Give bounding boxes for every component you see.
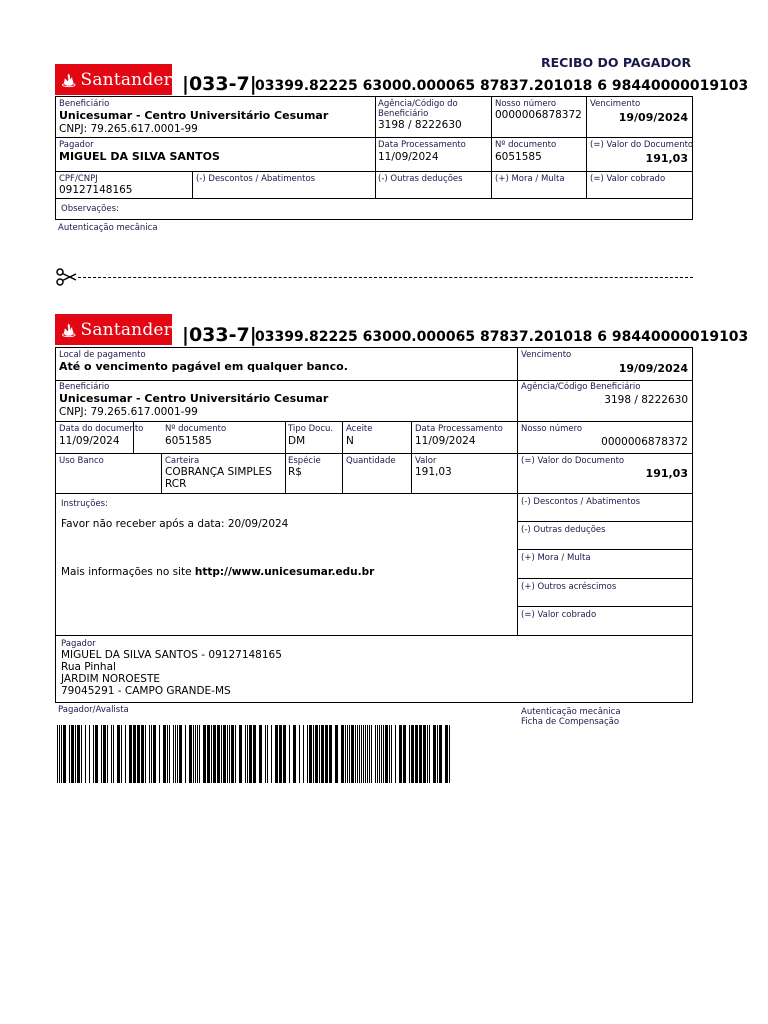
num-documento-value: 6051585 xyxy=(495,151,542,163)
barcode-bar xyxy=(279,725,282,783)
agencia-value: 3198 / 8222630 xyxy=(378,119,462,131)
barcode-bar xyxy=(419,725,422,783)
slip-mora-label: (+) Mora / Multa xyxy=(521,553,591,563)
barcode-bar xyxy=(347,725,348,783)
local-pagamento-label: Local de pagamento xyxy=(59,350,146,360)
barcode-bar xyxy=(129,725,132,783)
barcode-bar xyxy=(371,725,372,783)
barcode-bar xyxy=(167,725,168,783)
barcode-bar xyxy=(411,725,414,783)
carteira-value-2: RCR xyxy=(165,478,187,490)
barcode-bar xyxy=(159,725,160,783)
slip-descontos-label: (-) Descontos / Abatimentos xyxy=(521,497,641,507)
barcode-bar xyxy=(93,725,94,783)
barcode-bar xyxy=(335,725,338,783)
valor-documento-value: 191,03 xyxy=(645,152,688,165)
barcode-bar xyxy=(449,725,450,783)
pagador-line-1: MIGUEL DA SILVA SANTOS - 09127148165 xyxy=(61,649,282,661)
barcode-bar xyxy=(231,725,234,783)
cpf-label: CPF/CNPJ xyxy=(59,174,98,184)
barcode-bar xyxy=(145,725,146,783)
carteira-value-1: COBRANÇA SIMPLES xyxy=(165,466,272,478)
barcode-bar xyxy=(177,725,178,783)
barcode-bar xyxy=(349,725,350,783)
data-processamento-label: Data Processamento xyxy=(378,140,466,150)
uso-banco-label: Uso Banco xyxy=(59,456,104,466)
barcode-bar xyxy=(101,725,102,783)
barcode-bar xyxy=(199,725,200,783)
slip-digitable-line: 03399.82225 63000.000065 87837.201018 6 98440000019103 xyxy=(255,329,749,345)
ficha-compensacao: Ficha de Compensação xyxy=(521,717,620,727)
slip-vencimento-value: 19/09/2024 xyxy=(618,362,688,375)
especie-label: Espécie xyxy=(288,456,321,466)
barcode-bar xyxy=(355,725,356,783)
local-pagamento-value: Até o vencimento pagável em qualquer banco. xyxy=(59,360,348,373)
barcode-bar xyxy=(383,725,384,783)
barcode-bar xyxy=(439,725,442,783)
barcode-bar xyxy=(113,725,114,783)
barcode-bar xyxy=(307,725,308,783)
santander-flame-icon xyxy=(61,70,76,90)
barcode-bar xyxy=(319,725,320,783)
barcode-bar xyxy=(185,725,186,783)
agencia-label: Agência/Código do Beneficiário xyxy=(378,99,458,119)
barcode-bar xyxy=(325,725,328,783)
slip-data-processamento-value: 11/09/2024 xyxy=(415,435,476,447)
instrucao-1: Favor não receber após a data: 20/09/2024 xyxy=(61,518,289,530)
barcode-bar xyxy=(365,725,366,783)
barcode-bar xyxy=(69,725,70,783)
barcode-bar xyxy=(389,725,390,783)
barcode-bar xyxy=(385,725,388,783)
barcode-bar xyxy=(403,725,406,783)
slip-beneficiario-name: Unicesumar - Centro Universitário Cesumar xyxy=(59,392,329,405)
scissors-icon xyxy=(55,268,77,286)
slip-num-documento-label: Nº documento xyxy=(165,424,227,434)
barcode-bar xyxy=(197,725,198,783)
barcode-bar xyxy=(437,725,438,783)
slip-vencimento-label: Vencimento xyxy=(521,350,572,360)
valor-label: Valor xyxy=(415,456,437,466)
barcode-bar xyxy=(107,725,108,783)
bank-logo xyxy=(55,64,172,95)
valor-documento-label: (=) Valor do Documento xyxy=(590,140,694,150)
barcode-bar xyxy=(329,725,332,783)
barcode-bar xyxy=(137,725,140,783)
data-documento-label: Data do documento xyxy=(59,424,144,434)
barcode-bar xyxy=(85,725,86,783)
digitable-line: 03399.82225 63000.000065 87837.201018 6 98440000019103 xyxy=(255,78,749,94)
barcode-bar xyxy=(271,725,272,783)
beneficiario-name: Unicesumar - Centro Universitário Cesumar xyxy=(59,109,329,122)
descontos-label: (-) Descontos / Abatimentos xyxy=(196,174,316,184)
slip-nosso-numero-value: 0000006878372 xyxy=(601,436,688,448)
barcode-bar xyxy=(239,725,242,783)
barcode-bar xyxy=(429,725,430,783)
barcode-bar xyxy=(381,725,382,783)
slip-data-processamento-label: Data Processamento xyxy=(415,424,503,434)
barcode-bar xyxy=(141,725,144,783)
barcode-bar xyxy=(133,725,136,783)
vencimento-label: Vencimento xyxy=(590,99,641,109)
slip-valor-documento-label: (=) Valor do Documento xyxy=(521,456,625,466)
vencimento-value: 19/09/2024 xyxy=(618,111,688,124)
num-documento-label: Nº documento xyxy=(495,140,557,150)
slip-num-documento-value: 6051585 xyxy=(165,435,212,447)
santander-flame-icon xyxy=(61,320,76,340)
instrucoes-label: Instruções: xyxy=(61,499,108,509)
barcode-bar xyxy=(173,725,174,783)
outras-deducoes-label: (-) Outras deduções xyxy=(378,174,463,184)
barcode-bar xyxy=(415,725,418,783)
bank-logo-text: Santander xyxy=(80,69,172,90)
barcode-bar xyxy=(303,725,304,783)
instrucao-2-link[interactable]: http://www.unicesumar.edu.br xyxy=(194,566,375,578)
barcode-bar xyxy=(103,725,106,783)
barcode-bar xyxy=(315,725,318,783)
barcode-bar xyxy=(217,725,220,783)
tipo-doc-value: DM xyxy=(288,435,306,447)
barcode-bar xyxy=(309,725,312,783)
slip-pagador-label: Pagador xyxy=(61,639,96,649)
barcode-bar xyxy=(249,725,252,783)
barcode-bar xyxy=(59,725,60,783)
barcode-bar xyxy=(211,725,212,783)
barcode-bar xyxy=(195,725,196,783)
barcode-bar xyxy=(391,725,392,783)
pagador-line-2: Rua Pinhal xyxy=(61,661,116,673)
barcode-bar xyxy=(341,725,344,783)
pagador-line-3: JARDIM NOROESTE xyxy=(61,673,160,685)
barcode-bar xyxy=(57,725,58,783)
mora-label: (+) Mora / Multa xyxy=(495,174,565,184)
outros-acrescimos-label: (+) Outros acréscimos xyxy=(521,582,617,592)
receipt-title: RECIBO DO PAGADOR xyxy=(541,55,692,70)
barcode-bar xyxy=(399,725,402,783)
slip-bank-logo xyxy=(55,314,172,345)
barcode-bar xyxy=(229,725,230,783)
barcode-bar xyxy=(379,725,380,783)
slip-valor-cobrado-label: (=) Valor cobrado xyxy=(521,610,597,620)
barcode-bar xyxy=(235,725,236,783)
barcode-bar xyxy=(89,725,90,783)
barcode-bar xyxy=(359,725,360,783)
barcode-bar xyxy=(189,725,192,783)
slip-agencia-label: Agência/Código Beneficiário xyxy=(521,382,641,392)
barcode-bar xyxy=(213,725,216,783)
slip-autenticacao: Autenticação mecânica xyxy=(521,707,621,717)
barcode-bar xyxy=(313,725,314,783)
barcode-bar xyxy=(169,725,170,783)
observacoes-label: Observações: xyxy=(61,204,119,214)
pagador-line-4: 79045291 - CAMPO GRANDE-MS xyxy=(61,685,231,697)
valor-cobrado-label: (=) Valor cobrado xyxy=(590,174,666,184)
instrucao-2-prefix: Mais informações no site xyxy=(61,566,195,578)
slip-beneficiario-cnpj: CNPJ: 79.265.617.0001-99 xyxy=(59,406,198,418)
data-processamento-value: 11/09/2024 xyxy=(378,151,439,163)
barcode-bar xyxy=(259,725,262,783)
receipt-autenticacao: Autenticação mecânica xyxy=(58,223,158,233)
especie-value: R$ xyxy=(288,466,302,478)
barcode-bar xyxy=(253,725,256,783)
barcode-bar xyxy=(351,725,354,783)
barcode-bar xyxy=(149,725,150,783)
barcode-bar xyxy=(283,725,286,783)
nosso-numero-value: 0000006878372 xyxy=(495,109,582,121)
barcode-bar xyxy=(357,725,358,783)
barcode-bar xyxy=(61,725,62,783)
barcode-bar xyxy=(223,725,226,783)
barcode-bar xyxy=(75,725,76,783)
nosso-numero-label: Nosso número xyxy=(495,99,557,109)
barcode-bar xyxy=(267,725,268,783)
valor-value: 191,03 xyxy=(415,466,452,478)
barcode-bar xyxy=(275,725,278,783)
barcode-bar xyxy=(125,725,126,783)
slip-nosso-numero-label: Nosso número xyxy=(521,424,583,434)
barcode-bar xyxy=(361,725,362,783)
barcode-bar xyxy=(77,725,80,783)
barcode-bar xyxy=(227,725,228,783)
aceite-value: N xyxy=(346,435,354,447)
cpf-value: 09127148165 xyxy=(59,184,133,196)
slip-valor-documento-value: 191,03 xyxy=(645,467,688,480)
barcode-bar xyxy=(265,725,266,783)
barcode-bar xyxy=(95,725,98,783)
slip-bank-code: |033-7| xyxy=(182,324,257,346)
barcode-bar xyxy=(409,725,410,783)
barcode-bar xyxy=(369,725,370,783)
barcode-bar xyxy=(245,725,246,783)
beneficiario-cnpj: CNPJ: 79.265.617.0001-99 xyxy=(59,123,198,135)
barcode-bar xyxy=(433,725,436,783)
cut-line xyxy=(78,277,693,278)
barcode-bar xyxy=(111,725,112,783)
barcode-bar xyxy=(423,725,426,783)
tipo-doc-label: Tipo Docu. xyxy=(288,424,334,434)
barcode-bar xyxy=(81,725,82,783)
pagador-label: Pagador xyxy=(59,140,94,150)
barcode-bar xyxy=(375,725,376,783)
barcode-bar xyxy=(395,725,396,783)
barcode-bar xyxy=(193,725,194,783)
aceite-label: Aceite xyxy=(346,424,373,434)
barcode-bar xyxy=(445,725,448,783)
slip-bank-logo-text: Santander xyxy=(80,319,172,340)
barcode-bar xyxy=(175,725,176,783)
beneficiario-label: Beneficiário xyxy=(59,99,110,109)
barcode-bar xyxy=(247,725,248,783)
barcode-bar xyxy=(117,725,120,783)
barcode-bar xyxy=(367,725,368,783)
barcode-bar xyxy=(377,725,378,783)
slip-beneficiario-label: Beneficiário xyxy=(59,382,110,392)
barcode-bar xyxy=(299,725,300,783)
barcode-bar xyxy=(163,725,166,783)
barcode-bar xyxy=(63,725,66,783)
barcode-bar xyxy=(289,725,290,783)
data-documento-value: 11/09/2024 xyxy=(59,435,120,447)
instrucao-2 xyxy=(61,566,374,578)
barcode xyxy=(57,725,452,783)
barcode-bar xyxy=(363,725,364,783)
slip-agencia-value: 3198 / 8222630 xyxy=(604,394,688,406)
barcode-bar xyxy=(321,725,324,783)
barcode-bar xyxy=(427,725,428,783)
pagador-name: MIGUEL DA SILVA SANTOS xyxy=(59,150,220,163)
barcode-bar xyxy=(207,725,210,783)
barcode-bar xyxy=(71,725,74,783)
bank-code: |033-7| xyxy=(182,73,257,95)
barcode-bar xyxy=(293,725,296,783)
barcode-bar xyxy=(151,725,152,783)
barcode-bar xyxy=(203,725,206,783)
pagador-avalista-label: Pagador/Avalista xyxy=(58,705,129,715)
quantidade-label: Quantidade xyxy=(346,456,396,466)
barcode-bar xyxy=(221,725,222,783)
slip-outras-deducoes-label: (-) Outras deduções xyxy=(521,525,606,535)
barcode-bar xyxy=(121,725,122,783)
barcode-bar xyxy=(153,725,156,783)
barcode-bar xyxy=(179,725,182,783)
barcode-bar xyxy=(345,725,346,783)
carteira-label: Carteira xyxy=(165,456,200,466)
